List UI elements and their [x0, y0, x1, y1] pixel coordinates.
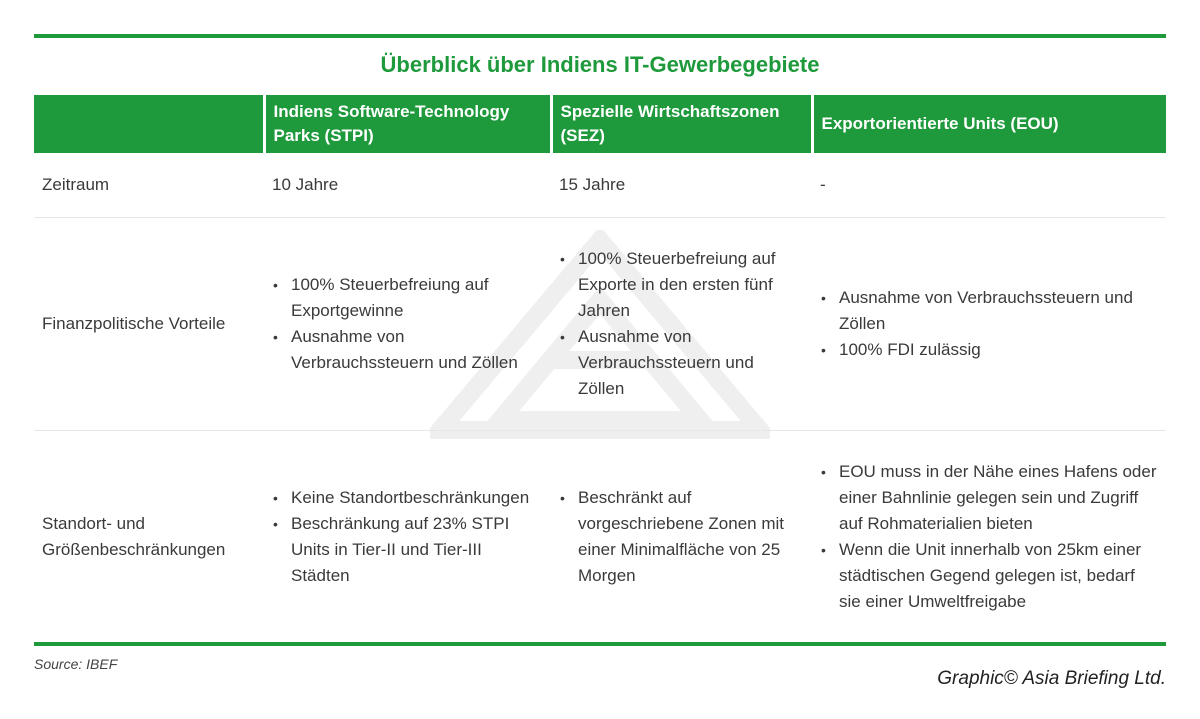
list-item: • 100% Steuerbefreiung auf Exporte in den ersten fünf Jahren [559, 246, 804, 324]
cell-fiscal-stpi [264, 218, 551, 431]
bullet-list [272, 272, 543, 376]
comparison-table [34, 95, 1166, 643]
list-item: • Beschränkt auf vorgeschriebene Zonen mit einer Minimalfläche von 25 Morgen [559, 485, 804, 589]
page-title: Überblick über Indiens IT-Gewerbegebiete [380, 52, 820, 77]
bullet-list [559, 246, 804, 402]
list-item: • Ausnahme von Verbrauchssteuern und Zöllen [272, 324, 543, 376]
source-note: Source: IBEF [34, 656, 118, 672]
cell-period-sez: 15 Jahre [551, 153, 812, 218]
cell-location-eou [812, 431, 1166, 644]
cell-period-eou: - [812, 153, 1166, 218]
header-blank [34, 95, 264, 153]
bottom-rule [34, 642, 1166, 646]
list-item: • 100% Steuerbefreiung auf Exportgewinne [272, 272, 543, 324]
bullet-list [820, 285, 1158, 363]
list-item: • 100% FDI zulässig [820, 337, 1158, 363]
row-label-location: Standort- und Größenbeschränkungen [42, 514, 226, 559]
cell-fiscal-eou [812, 218, 1166, 431]
list-item: • Beschränkung auf 23% STPI Units in Tier-II und Tier-III Städten [272, 511, 543, 589]
bullet-list [272, 485, 543, 589]
list-item: • Wenn die Unit innerhalb von 25km einer städtischen Gegend gelegen ist, bedarf sie einer Umweltfreigabe [820, 537, 1158, 615]
list-item: • Keine Standortbeschränkungen [272, 485, 543, 511]
cell-location-sez [551, 431, 812, 644]
table-header-row [34, 95, 1166, 153]
table-row-location [34, 431, 1166, 644]
table-row-period [34, 153, 1166, 218]
bullet-list [559, 485, 804, 589]
cell-period-stpi: 10 Jahre [264, 153, 551, 218]
cell-location-stpi [264, 431, 551, 644]
list-item: • Ausnahme von Verbrauchssteuern und Zöllen [820, 285, 1158, 337]
row-label-period: Zeitraum [34, 153, 264, 218]
graphic-credit: Graphic© Asia Briefing Ltd. [937, 668, 1166, 689]
header-sez: Spezielle Wirtschaftszonen (SEZ) [551, 95, 812, 153]
row-label-fiscal: Finanzpolitische Vorteile [34, 218, 264, 431]
header-eou: Exportorientierte Units (EOU) [812, 95, 1166, 153]
list-item: • Ausnahme von Verbrauchssteuern und Zöllen [559, 324, 804, 402]
table-row-fiscal [34, 218, 1166, 431]
top-rule [34, 34, 1166, 38]
cell-fiscal-sez [551, 218, 812, 431]
bullet-list [820, 459, 1158, 615]
list-item: • EOU muss in der Nähe eines Hafens oder einer Bahnlinie gelegen sein und Zugriff auf Rohmaterialien bieten [820, 459, 1158, 537]
header-stpi: Indiens Software-Technology Parks (STPI) [264, 95, 551, 153]
